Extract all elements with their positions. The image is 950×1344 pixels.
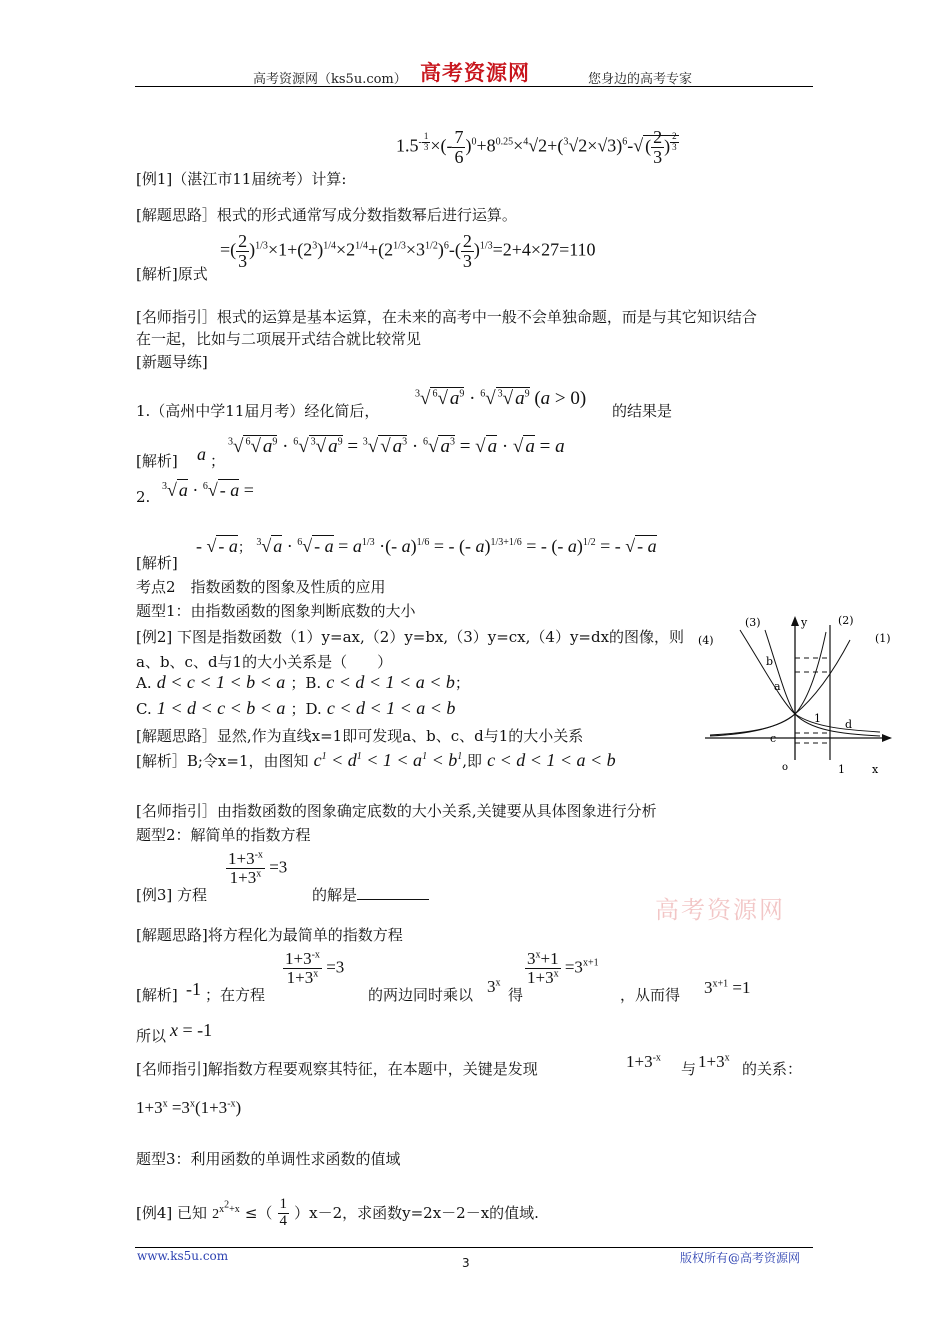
header-rule bbox=[135, 86, 813, 87]
ex2-option-a-label: A. bbox=[136, 674, 152, 692]
ex2-answer-mid: ,即 bbox=[462, 752, 482, 770]
ex2-option-c-label: C. bbox=[136, 700, 152, 718]
y-axis-arrow bbox=[791, 616, 799, 626]
type-2: 题型2：解简单的指数方程 bbox=[136, 826, 311, 844]
ex3-equation: $\frac{1+3^{-x}}{1+3^x}$ =3 bbox=[228, 849, 288, 887]
q2-answer-sep: ； bbox=[237, 541, 252, 556]
ex2-answer: [解析］B;令x=1，由图知 $c^1 < d^1 < 1 < a^1 < b^1$,即 c < d < 1 < a < b bbox=[136, 750, 616, 770]
ex2-option-a: d < c < 1 < b < a bbox=[156, 672, 286, 692]
graph-label-y: y bbox=[801, 616, 808, 629]
q2-answer-label: [解析] bbox=[136, 554, 178, 572]
q1-answer-sep: ； bbox=[210, 452, 226, 470]
ex3-suffix-text: 的解是 bbox=[312, 886, 358, 904]
exponential-graph bbox=[690, 610, 910, 780]
q1-answer-formula: $^3$√ $^6$√ $a^9 \cdot ^6√$ $^3$√ $a^9 = ^3√$ √ $a^3 \cdot ^6√$ $a^3$ = √ a · √ a = a bbox=[228, 436, 565, 457]
ex3-answer-eq-2: $\frac{3^x+1}{1+3^x}$ $=3^{x+1}$ bbox=[527, 949, 599, 987]
header-right: 您身边的高考专家 bbox=[588, 72, 693, 87]
type-1: 题型1：由指数函数的图象判断底数的大小 bbox=[136, 602, 416, 620]
ex2-idea: [解题思路］显然,作为直线x=1即可发现a、b、c、d与1的大小关系 bbox=[136, 727, 584, 745]
ex3-idea: [解题思路]将方程化为最简单的指数方程 bbox=[136, 926, 403, 944]
ex1-label: [例1]（湛江市11届统考）计算: bbox=[136, 170, 347, 188]
ex3-answer-mid-3: 得 bbox=[508, 986, 524, 1004]
q1-suffix: 的结果是 bbox=[612, 402, 673, 420]
ex3-tip-prefix: [名师指引]解指数方程要观察其特征，在本题中，关键是发现 bbox=[136, 1060, 538, 1078]
q1-answer-var: a bbox=[197, 444, 206, 464]
graph-label-c: c bbox=[770, 732, 777, 745]
q2-prefix: 2. bbox=[136, 488, 151, 506]
graph-label-one-y: 1 bbox=[814, 712, 821, 725]
q1-prefix: 1.（高州中学11届月考）经化简后， bbox=[136, 402, 380, 420]
ex3-answer-value: -1 bbox=[186, 979, 201, 999]
ex4: [例4] 已知 $2^{x^2+x}$ ≤（ $\frac{1}{4}$ ）x－2，求函数y=2x－2－x的值域. bbox=[136, 1196, 539, 1229]
graph-label-3: (3) bbox=[745, 616, 761, 629]
ex3-answer-multiplier: 3$^x$ bbox=[487, 977, 501, 996]
header-logo: 高考资源网 bbox=[420, 60, 530, 85]
ex3-tip-expr-2: $1+3^x$ bbox=[698, 1052, 730, 1071]
ex3-label: [例3] 方程 bbox=[136, 886, 208, 904]
ex1-tip-2: 在一起，比如与二项展开式结合就比较常见 bbox=[136, 330, 422, 348]
ex3-so: 所以 bbox=[136, 1027, 167, 1045]
footer-rule bbox=[135, 1247, 813, 1248]
graph-label-a: a bbox=[774, 680, 781, 693]
watermark: 高考资源网 bbox=[655, 896, 785, 924]
ex1-answer-formula: =( $\frac{2}{3}$ )$^{1/3}\times 1+(2^3)^{1/4}\times 2^{1/4}+(2^{1/3}\times 3^{1/2})^6-$( $\frac{2}{3}$ )$^{1/3}$=2+4×27=110 bbox=[220, 231, 596, 271]
ex2-option-b-label: ；B. bbox=[290, 674, 322, 692]
page-number: 3 bbox=[462, 1256, 470, 1270]
ex3-tip-mid: 与 bbox=[681, 1060, 697, 1078]
ex4-label: [例4] 已知 bbox=[136, 1203, 208, 1222]
ex2-option-d-label: ；D. bbox=[290, 700, 322, 718]
q1-answer-label: [解析] bbox=[136, 452, 178, 470]
ex3-suffix bbox=[312, 884, 429, 905]
ex3-answer-label: [解析] bbox=[136, 986, 178, 1004]
ex3-answer-mid-1: ；在方程 bbox=[205, 986, 266, 1004]
ex3-answer-mid-2: 的两边同时乘以 bbox=[368, 986, 474, 1004]
ex2-option-b: c < d < 1 < a < b bbox=[326, 672, 455, 692]
ex2-option-d: c < d < 1 < a < b bbox=[326, 698, 456, 718]
ex3-tip-suffix: 的关系： bbox=[742, 1060, 803, 1078]
graph-label-o: o bbox=[782, 762, 789, 773]
ex2-option-ab: A. d < c < 1 < b < a ；B. c < d < 1 < a < b； bbox=[136, 672, 470, 692]
graph-label-x: x bbox=[872, 763, 879, 776]
footer-link[interactable]: www.ks5u.com bbox=[137, 1249, 229, 1263]
graph-label-1: (1) bbox=[875, 632, 891, 645]
ex3-blank bbox=[357, 885, 429, 900]
ex3-result: x = -1 bbox=[170, 1020, 213, 1040]
ex1-answer-label: [解析]原式 bbox=[136, 265, 208, 283]
ex2-option-cd bbox=[136, 698, 455, 719]
ex1-answer-tail: =2+4×27=110 bbox=[492, 239, 596, 260]
ex2-option-c: 1 < d < c < b < a bbox=[156, 698, 286, 718]
graph-label-d: d bbox=[845, 718, 853, 731]
header-left: 高考资源网（ks5u.com） bbox=[253, 72, 407, 87]
ex1-tip-1: [名师指引］根式的运算是基本运算，在未来的高考中一般不会单独命题，而是与其它知识结合 bbox=[136, 308, 757, 326]
ex3-answer-mid-4: ，从而得 bbox=[620, 986, 681, 1004]
ex3-answer-eq-1: $\frac{1+3^{-x}}{1+3^x}$ =3 bbox=[285, 949, 345, 987]
graph-label-one-x: 1 bbox=[838, 763, 845, 776]
graph-label-b: b bbox=[766, 655, 774, 668]
ex2-line-1: [例2] 下图是指数函数（1）y=ax,（2）y=bx,（3）y=cx,（4）y=dx的图像，则 bbox=[136, 628, 685, 646]
ex3-answer-eq-3: $3^{x+1} =1$ bbox=[704, 978, 751, 997]
graph-label-2: (2) bbox=[838, 614, 854, 627]
ex3-tip-expr-1: $1+3^{-x}$ bbox=[626, 1052, 661, 1071]
ex2-line-2: a、b、c、d与1的大小关系是（ ） bbox=[136, 653, 393, 671]
q2-expression: $^3$√ a · $^6$√ - a = bbox=[162, 480, 254, 500]
ex2-tip: [名师指引］由指数函数的图象确定底数的大小关系,关键要从具体图象进行分析 bbox=[136, 802, 657, 820]
type-3: 题型3：利用函数的单调性求函数的值域 bbox=[136, 1150, 401, 1168]
ex4-mid: ≤（ bbox=[244, 1203, 273, 1222]
q1-expression: $^3$√ $^6$√ $a^9 \cdot ^6√$ $^3$√ $a^9$ (a > 0) bbox=[415, 388, 587, 409]
ex2-answer-prefix: [解析］B;令x=1，由图知 bbox=[136, 752, 309, 770]
q2-answer-formula: - √ - a； $^3$√ $a \cdot ^6√ - a = a^{1/3}$ ·(- a)$^{1/6}$ = - (- a)$^{1/3+1/6}$ = - (- a)$^{1/2}$ = - √ - a bbox=[196, 536, 657, 556]
ex3-tip-identity: $1+3^x =3^x(1+3^{-x})$ bbox=[136, 1098, 242, 1117]
new-title: [新题导练] bbox=[136, 353, 208, 371]
ex1-idea: [解题思路］根式的形式通常写成分数指数幂后进行运算。 bbox=[136, 206, 517, 224]
ex1-formula: $1.5^{- \frac{1}{3}}$ ×(- $\frac{7}{6}$ )$^0+8^{0.25}\times^4√2+(^3√2\times√3)^6-√$ ( $\frac{2}{3}$ ) $^{\frac{2}{3}}$ bbox=[396, 127, 677, 167]
ex4-tail: ）x－2，求函数y=2x－2－x的值域. bbox=[294, 1203, 539, 1222]
kaodian-2: 考点2 指数函数的图象及性质的应用 bbox=[136, 578, 386, 596]
x-axis-arrow bbox=[882, 734, 892, 742]
curve-b bbox=[710, 632, 826, 735]
footer-copyright: 版权所有@高考资源网 bbox=[680, 1251, 801, 1265]
curve-d bbox=[740, 630, 880, 732]
graph-label-4: (4) bbox=[698, 634, 714, 647]
